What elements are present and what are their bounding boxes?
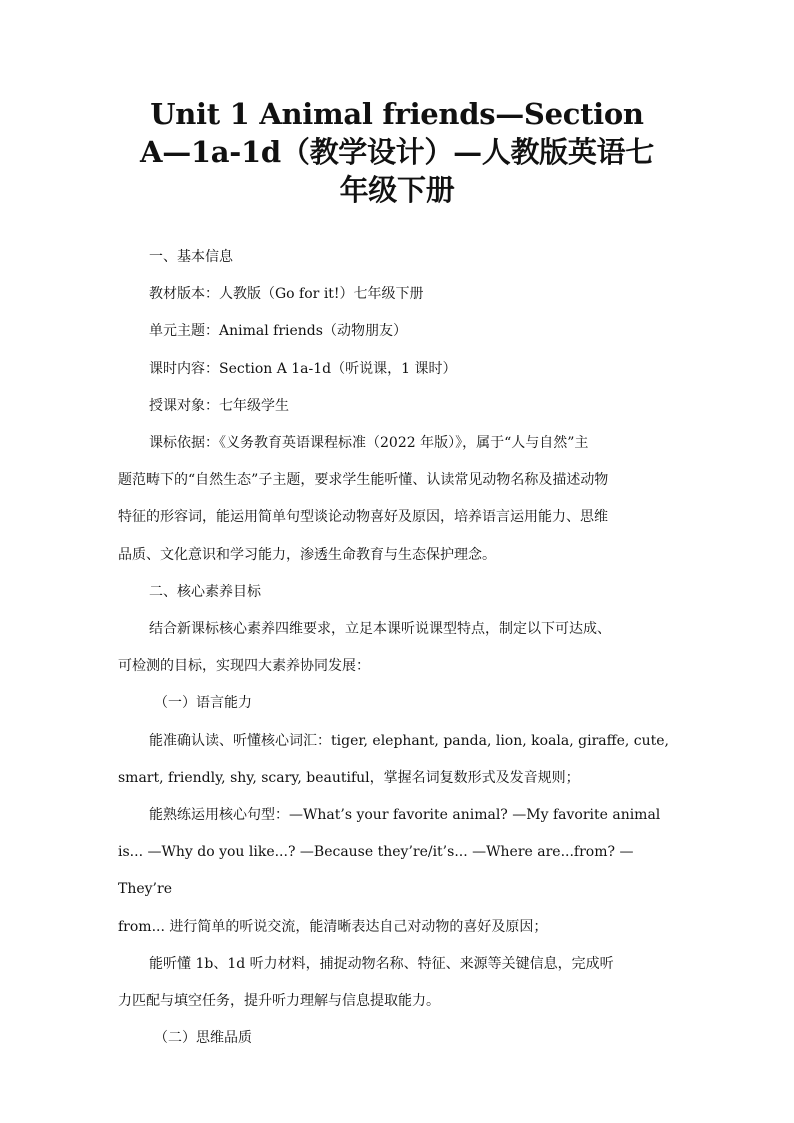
section-heading-basic-info: 一、基本信息 [149,249,233,265]
vocabulary-goal-line: smart, friendly, shy, scary, beautiful，掌握名词复数形式及发音规则； [118,769,580,786]
curriculum-basis-line: 题范畴下的“自然生态”子主题，要求学生能听懂、认读常见动物名称及描述动物 [118,472,609,489]
lesson-content: 课时内容：Section A 1a-1d（听说课，1 课时） [149,360,457,377]
section-heading-core-goals: 二、核心素养目标 [149,583,261,600]
teaching-audience: 授课对象：七年级学生 [149,397,289,414]
listening-goal-line: 力匹配与填空任务，提升听力理解与信息提取能力。 [118,993,440,1010]
subsection-heading-language-ability: （一）语言能力 [154,695,252,712]
sentence-goal-line: from... 进行简单的听说交流，能清晰表达自己对动物的喜好及原因； [118,918,548,935]
document-body [118,239,676,1057]
title-line: Unit 1 Animal friends—Section [150,97,644,131]
curriculum-basis-line: 课标依据：《义务教育英语课程标准（2022 年版）》，属于“人与自然”主 [149,435,589,452]
vocabulary-goal-line: 能准确认读、听懂核心词汇：tiger, elephant, panda, lion, koala, giraffe, cute, [149,732,669,749]
curriculum-basis-line: 特征的形容词，能运用简单句型谈论动物喜好及原因，培养语言运用能力、思维 [118,509,608,526]
core-goals-intro-line: 可检测的目标，实现四大素养协同发展： [118,658,370,675]
sentence-goal-line: is... —Why do you like...? —Because they’re/it’s... —Where are...from? —They’re [118,844,634,898]
curriculum-basis-line: 品质、文化意识和学习能力，渗透生命教育与生态保护理念。 [118,546,496,563]
title-line: 年级下册 [339,173,455,207]
unit-theme: 单元主题：Animal friends（动物朋友） [149,323,407,340]
listening-goal-line: 能听懂 1b、1d 听力材料，捕捉动物名称、特征、来源等关键信息，完成听 [149,955,614,972]
title-line: A—1a-1d（教学设计）—人教版英语七 [140,135,654,169]
subsection-heading-thinking-quality: （二）思维品质 [154,1030,252,1047]
sentence-goal-line: 能熟练运用核心句型：—What’s your favorite animal? —My favorite animal [149,807,661,824]
textbook-version: 教材版本：人教版（Go for it!）七年级下册 [149,286,424,303]
document-title [118,95,676,209]
core-goals-intro-line: 结合新课标核心素养四维要求，立足本课听说课型特点，制定以下可达成、 [149,621,611,638]
